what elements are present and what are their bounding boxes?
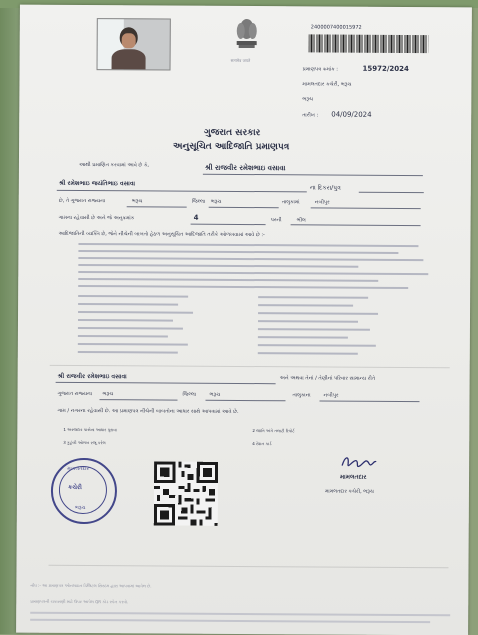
lower-village-text: ગામ / નગરના રહેવાસી છે. આ પ્રમાણપત્ર નીચેની બાબતોના આધાર સાથે આપવામાં આવે છે. [57, 407, 239, 415]
district-label: જિલ્લા [191, 198, 206, 205]
district-value: ભરૂચ [131, 198, 143, 205]
caste-value: ભીલ [296, 217, 306, 224]
lower-taluka-label: તાલુકાના [292, 392, 311, 399]
barcode [309, 34, 429, 53]
issuing-place: ભરૂચ [302, 96, 314, 103]
lower-district-value-2: ભરૂચ [209, 391, 221, 398]
taluka-label: તાલુકામાં [281, 199, 300, 206]
applicant-photo [97, 18, 171, 70]
lower-taluka-value: નબીપુર [323, 392, 339, 399]
father-name: શ્રી રમેશભાઇ જયંતિભાઇ વસાવા [58, 179, 136, 188]
stamp-bottom-text: ભરૂચ [74, 504, 86, 512]
stamp-ring-text: મામલતદાર [67, 465, 90, 473]
taluka-value: નબીપુર [314, 199, 330, 206]
lower-district-value: ભરૂચ [102, 391, 114, 398]
certificate-title: અનુસૂચિત આદિજાતિ પ્રમાણપત્ર [173, 141, 290, 153]
emblem-caption: सत्यमेव जयते [230, 57, 251, 64]
serial-no: 4 [193, 213, 199, 222]
footer-note-2: પ્રમાણપત્રની ચકાસણી માટે ઉપર આપેલ QR કોડ સ્કેન કરવો. [30, 598, 129, 605]
basis-item-1: 1 અરજદાર પાસેના આધાર પુરાવા [63, 426, 117, 433]
qr-code [154, 461, 218, 525]
signatory-designation: મામલતદાર [340, 473, 367, 481]
date-label: તારીખ : [302, 112, 319, 119]
barcode-number: 2400007400015972 [310, 24, 362, 31]
footer-note-1: નોંધ :- આ પ્રમાણપત્ર ઓનલાઇન ડિજિટલ સિસ્ટમ દ્વારા આપવામાં આવેલ છે. [30, 582, 152, 589]
caste-label: પરની [270, 217, 282, 224]
holder-name: શ્રી રાજવીર રમેશભાઇ વસાવા [204, 163, 286, 173]
lower-residence-text: અને અથવા તેનાં / તેણીનાં પરિવાર સામાન્ય રીતે [279, 375, 376, 382]
national-emblem-icon [233, 17, 261, 57]
district-value-2: ભરૂચ [210, 198, 222, 205]
stamp-center-text: કચેરી [67, 483, 82, 492]
basis-item-4: 4 રેશન કાર્ડ [252, 441, 272, 447]
basis-item-2: 2 જાતિ અંગે તલાટી રિપોર્ટ [252, 428, 295, 434]
lower-holder-name: શ્રી રાજવીર રમેશભાઇ વસાવા [57, 372, 127, 381]
issue-date: 04/09/2024 [331, 110, 372, 119]
signatory-office: મામલતદાર કચેરી, ભરૂચ [324, 488, 374, 495]
certificate-no: 15972/2024 [362, 64, 409, 74]
lower-district-label: જિલ્લા [182, 391, 197, 398]
lower-state-text: ગુજરાત રાજ્યના [57, 390, 93, 398]
signature-icon [339, 452, 379, 474]
tribe-text: આદિજાતિની વ્યક્તિ છે, જેને નીચેની બાબતો હેઠળ અનુસૂચિત આદિજાતિ તરીકે ઓળખવામાં આવે છે :- [58, 230, 265, 239]
state-text: છે, તે ગુજરાત રાજ્યના [58, 197, 106, 205]
certificate-paper [16, 5, 472, 635]
official-stamp [51, 458, 117, 524]
issuing-office: મામલતદાર કચેરી, ભરૂચ [302, 81, 352, 88]
certify-text: આથી પ્રમાણિત કરવામાં આવે છે કે, [78, 161, 150, 169]
basis-item-3: 3 કુટુંબી ઓળખ રજૂ કરેલ [63, 439, 106, 446]
government-title: ગુજરાત સરકાર [204, 127, 261, 139]
village-label: ગામના રહેવાસી છે અને જે અનુક્રમાંક [58, 214, 135, 222]
relation-label: ના દિકરા/પુત્ર [309, 184, 341, 192]
certificate-no-label: પ્રમાણપત્ર ક્રમાંક : [302, 66, 338, 73]
